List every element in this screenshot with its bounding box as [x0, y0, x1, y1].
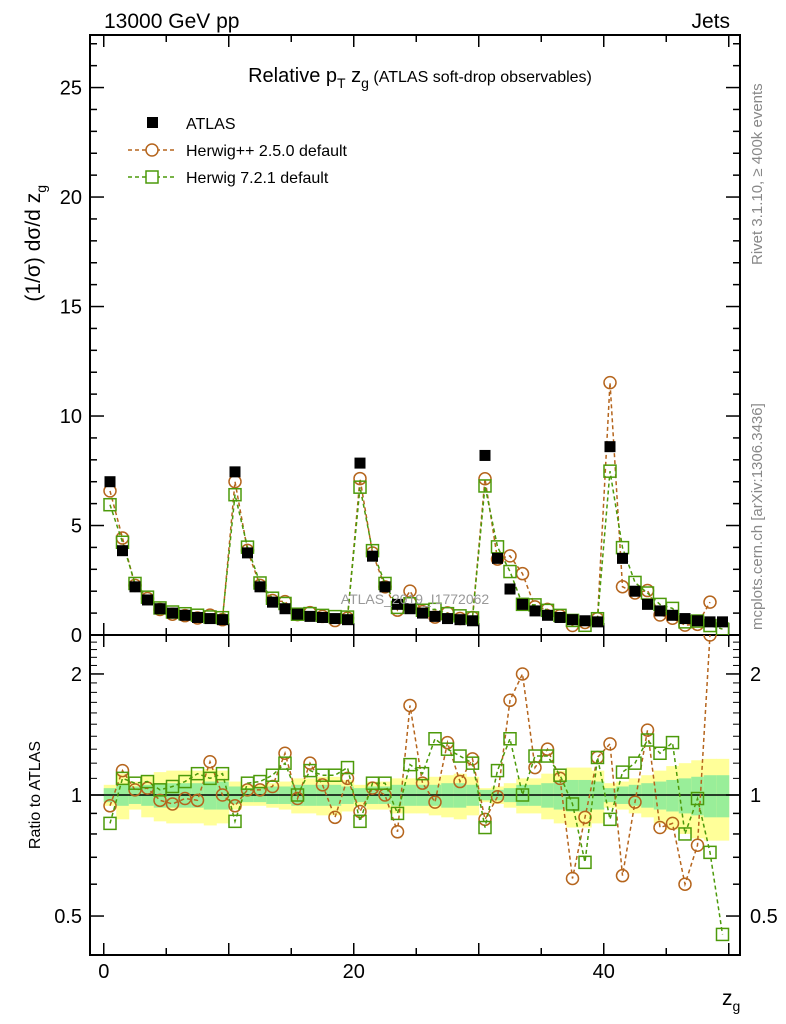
y-tick-label: 15 [59, 296, 82, 319]
rivet-version-label: Rivet 3.1.10, ≥ 400k events [749, 83, 766, 265]
atlas-point [330, 613, 341, 624]
herwigpp-ratio-point [479, 813, 491, 825]
legend-marker-herwig7 [146, 171, 158, 183]
ratio-tick-label: 2 [70, 663, 82, 686]
atlas-point [467, 615, 478, 626]
axes [54, 35, 778, 983]
atlas-point [455, 614, 466, 625]
y-axis-label: (1/σ) dσ/d $z_g$ [22, 185, 49, 302]
atlas-point [130, 581, 141, 592]
y-tick-label: 5 [70, 515, 82, 538]
mcplots-label: mcplots.cern.ch [arXiv:1306.3436] [749, 403, 766, 630]
atlas-point [492, 553, 503, 564]
atlas-point [655, 605, 666, 616]
beam-label: 13000 GeV pp [104, 10, 240, 33]
ratio-tick-label: 0.5 [54, 906, 82, 929]
atlas-point [305, 611, 316, 622]
atlas-point [167, 608, 178, 619]
atlas-point [692, 615, 703, 626]
atlas-point [505, 584, 516, 595]
x-tick-label: 40 [592, 961, 615, 983]
atlas-point [567, 614, 578, 625]
herwig7-point [492, 541, 504, 553]
atlas-point [105, 476, 116, 487]
atlas-point [580, 615, 591, 626]
atlas-point [592, 616, 603, 627]
atlas-point [642, 599, 653, 610]
atlas-point [480, 450, 491, 461]
atlas-point [605, 441, 616, 452]
legend-marker-herwigpp [146, 144, 158, 156]
herwig7-ratio-point [492, 765, 504, 777]
atlas-point [667, 610, 678, 621]
atlas-point [367, 551, 378, 562]
band-stat [691, 777, 704, 816]
legend-label-herwig7: Herwig 7.2.1 default [186, 170, 329, 187]
ratio-tick-label-right: 0.5 [750, 906, 778, 929]
band-stat [704, 775, 717, 817]
atlas-point [230, 466, 241, 477]
analysis-watermark: ATLAS_2019_I1772062 [340, 591, 490, 607]
band-stat [679, 778, 692, 813]
ratio-axis-label: Ratio to ATLAS [27, 740, 44, 850]
herwig7-ratio-point [617, 766, 629, 778]
legend [128, 116, 348, 187]
atlas-point [517, 599, 528, 610]
atlas-point [192, 612, 203, 623]
atlas-point [530, 605, 541, 616]
atlas-point [542, 610, 553, 621]
series-line [110, 383, 710, 626]
atlas-point [442, 613, 453, 624]
herwig7-ratio-point [604, 813, 616, 825]
band-stat [716, 775, 729, 817]
atlas-point [342, 614, 353, 625]
atlas-point [155, 603, 166, 614]
series-line [110, 635, 710, 884]
herwigpp-point [117, 532, 129, 544]
x-axis-label: $z_g$ [722, 987, 741, 1014]
legend-marker-atlas [147, 117, 158, 128]
analysis-group-label: Jets [691, 10, 730, 33]
atlas-point [292, 609, 303, 620]
atlas-point [280, 603, 291, 614]
legend-label-atlas: ATLAS [186, 116, 236, 133]
y-tick-label: 25 [59, 77, 82, 100]
atlas-point [555, 612, 566, 623]
atlas-point [205, 613, 216, 624]
herwig7-ratio-point [504, 733, 516, 745]
atlas-point [255, 581, 266, 592]
atlas-point [680, 613, 691, 624]
ratio-tick-label-right: 2 [750, 663, 762, 686]
x-tick-label: 20 [342, 961, 365, 983]
data-marks [104, 377, 729, 941]
y-tick-label: 0 [70, 625, 82, 647]
atlas-point [142, 594, 153, 605]
atlas-point [317, 612, 328, 623]
atlas-point [617, 553, 628, 564]
y-tick-label: 20 [59, 187, 82, 210]
y-tick-label: 10 [59, 406, 82, 429]
ratio-tick-label: 1 [70, 785, 82, 807]
ratio-tick-label-right: 1 [750, 785, 762, 807]
plot-title: Relative $p_T$ $z_g$ $^{(ATLAS soft-drop observables)}$ [248, 65, 592, 91]
x-tick-label: 0 [98, 961, 110, 983]
atlas-point [267, 597, 278, 608]
herwig7-point [504, 566, 516, 578]
atlas-point [705, 616, 716, 627]
atlas-point [630, 586, 641, 597]
atlas-point [117, 545, 128, 556]
atlas-point [217, 614, 228, 625]
atlas-point [430, 611, 441, 622]
legend-label-herwigpp: Herwig++ 2.5.0 default [186, 143, 347, 160]
atlas-point [717, 616, 728, 627]
atlas-point [242, 547, 253, 558]
atlas-point [355, 458, 366, 469]
atlas-point [180, 610, 191, 621]
atlas-point [417, 608, 428, 619]
